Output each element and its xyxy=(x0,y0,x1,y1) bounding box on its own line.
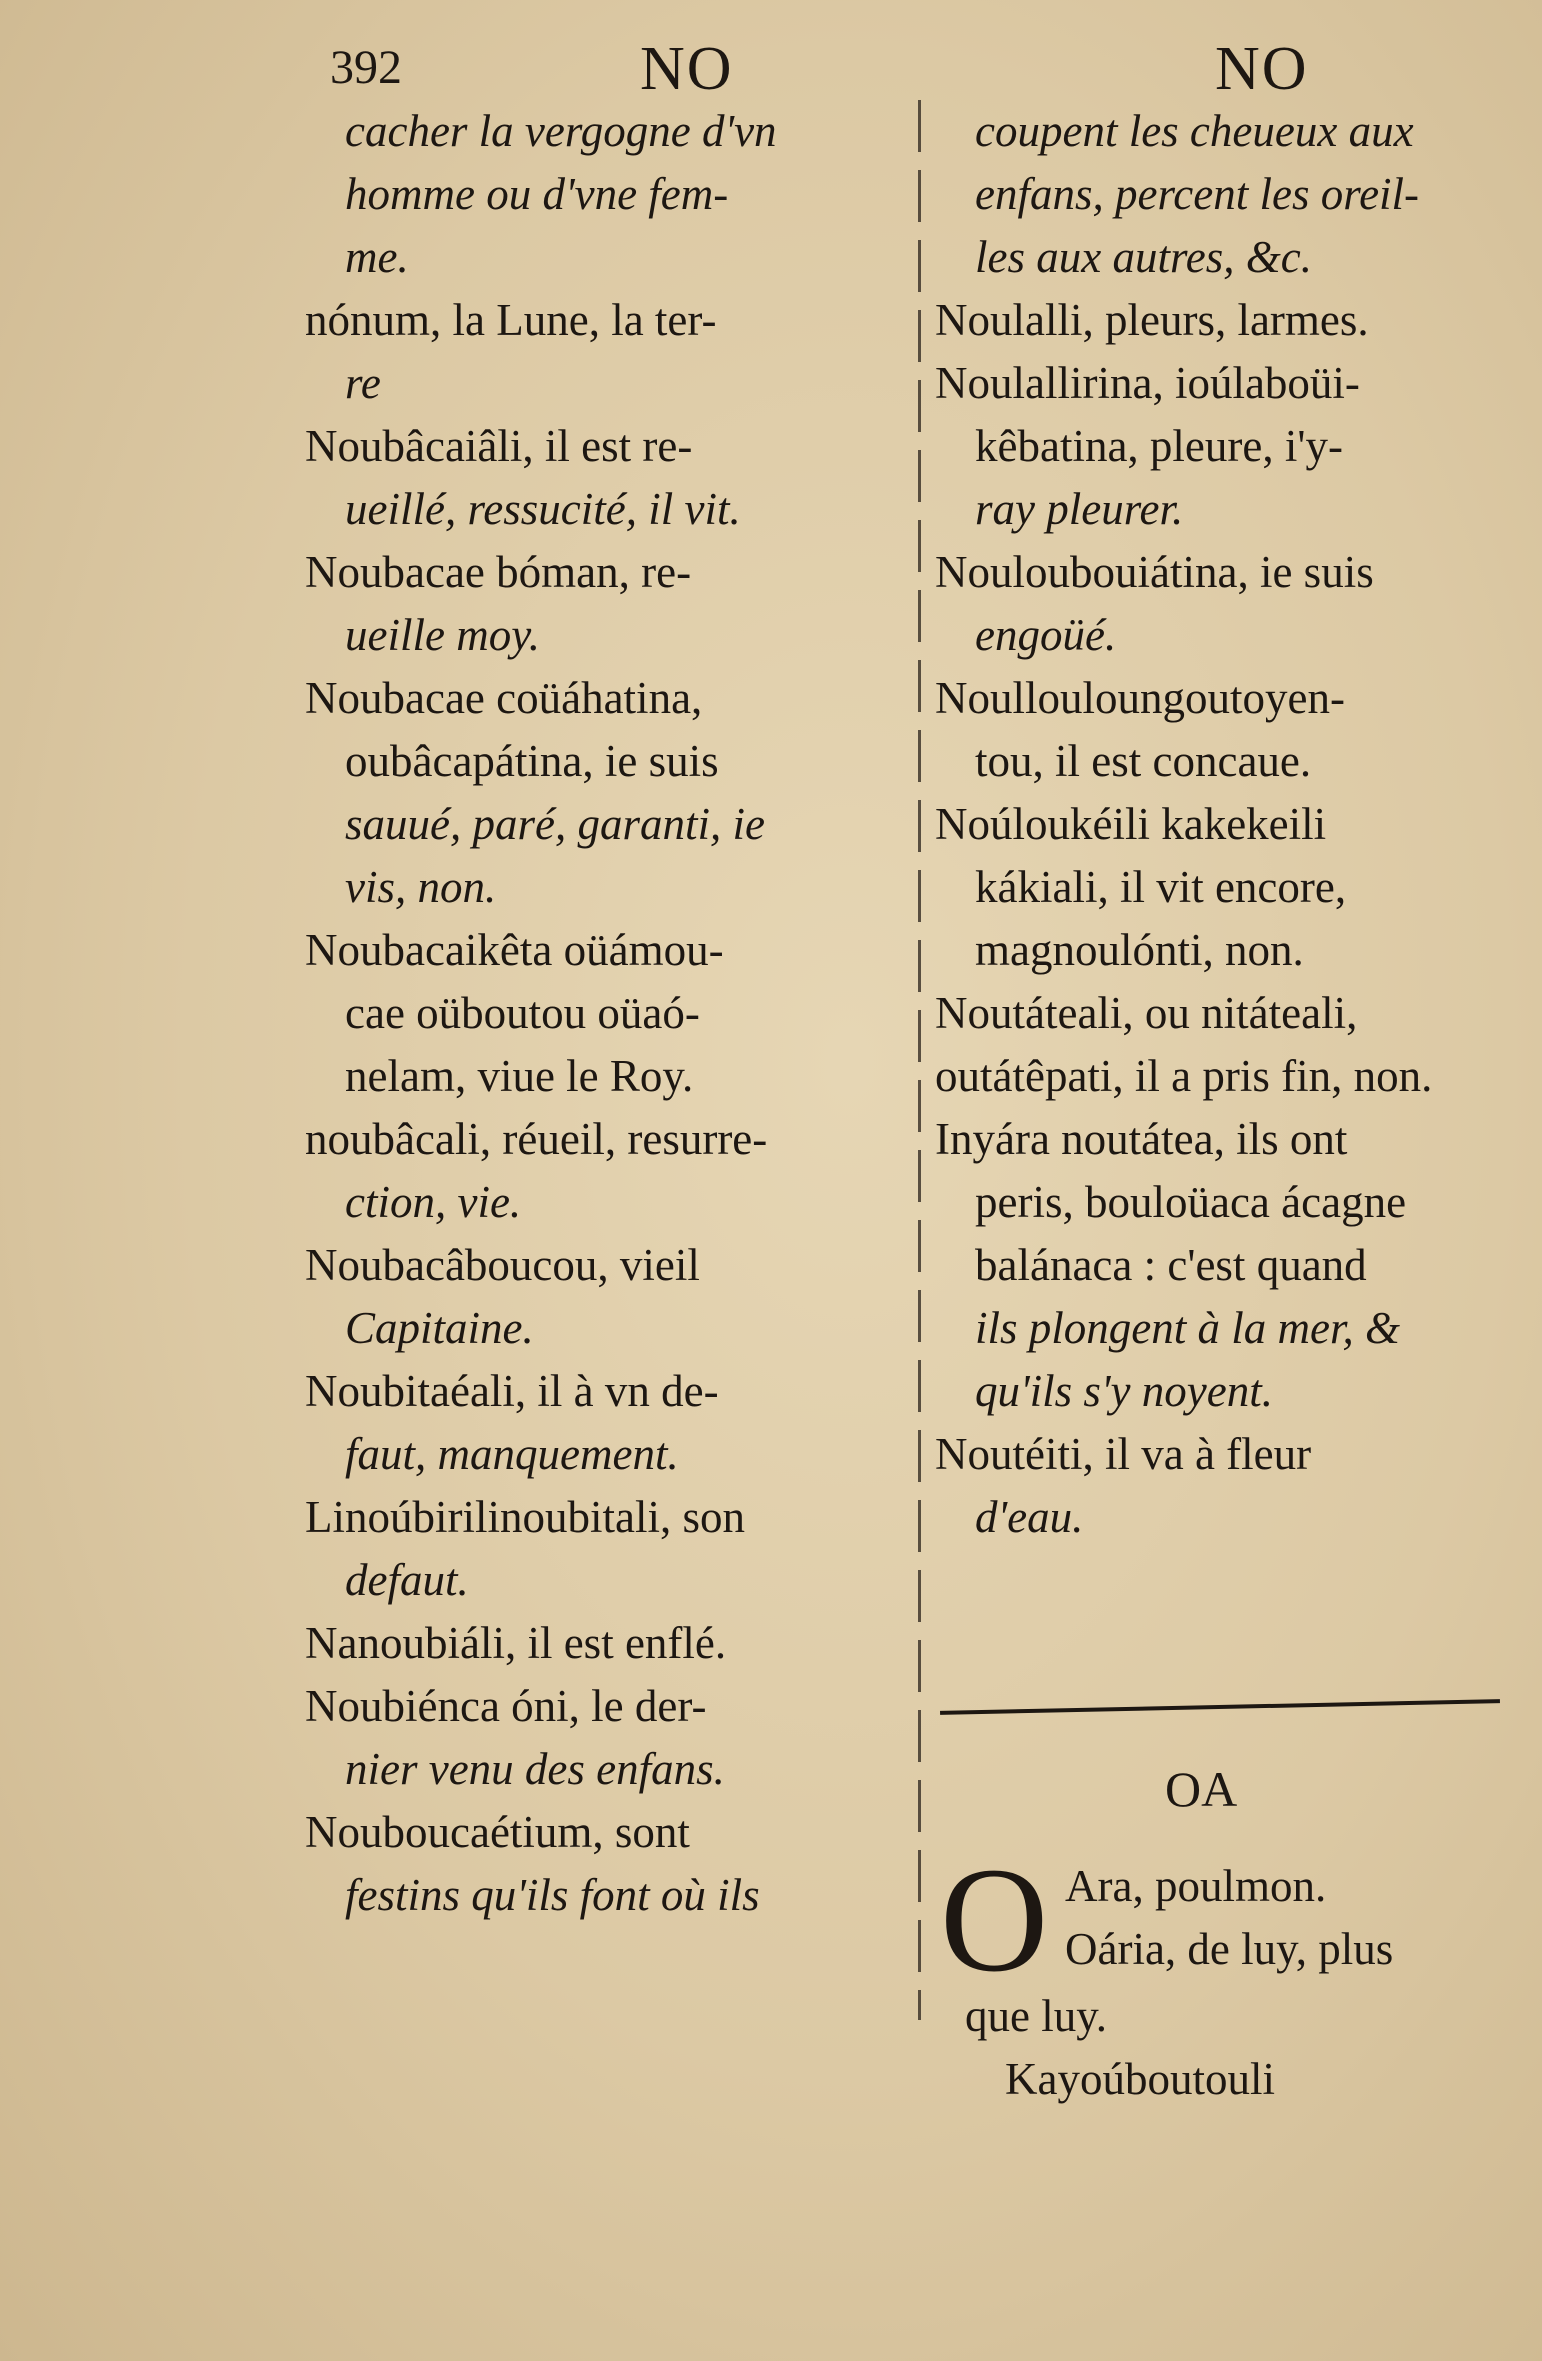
section-tail-line: Kayoúboutouli xyxy=(1005,2054,1275,2104)
left-column-line: nelam, viue le Roy. xyxy=(345,1051,694,1101)
left-column-line: Noubâcaiâli, il est re- xyxy=(305,421,693,471)
drop-cap: O xyxy=(940,1837,1049,2003)
left-column-line: ueille moy. xyxy=(345,610,540,660)
running-head-right: NO xyxy=(1215,35,1309,103)
section-entries xyxy=(1065,1855,1393,1981)
right-column-line: Noulalli, pleurs, larmes. xyxy=(935,295,1369,345)
left-column-line: noubâcali, réueil, resurre- xyxy=(305,1114,768,1164)
right-column-line: kákiali, il vit encore, xyxy=(975,862,1347,912)
right-column-line: les aux autres, &c. xyxy=(975,232,1313,282)
left-column-line: nónum, la Lune, la ter- xyxy=(305,295,717,345)
left-column xyxy=(305,100,910,1927)
left-column-line: cae oüboutou oüaó- xyxy=(345,988,700,1038)
right-column-line: Noúloukéili kakekeili xyxy=(935,799,1327,849)
left-column-line: faut, manquement. xyxy=(345,1429,679,1479)
section-tail-line: que luy. xyxy=(965,1991,1108,2041)
right-column-line: peris, bouloüaca ácagne xyxy=(975,1177,1407,1227)
left-column-line: vis, non. xyxy=(345,862,497,912)
running-head-left: NO xyxy=(640,35,734,103)
right-column-line: engoüé. xyxy=(975,610,1117,660)
right-column-line: kêbatina, pleure, i'y- xyxy=(975,421,1343,471)
left-column-line: Noubiénca óni, le der- xyxy=(305,1681,707,1731)
left-column-line: oubâcapátina, ie suis xyxy=(345,736,719,786)
left-column-line: Nanoubiáli, il est enflé. xyxy=(305,1618,727,1668)
right-column-line: Noulallirina, ioúlaboüi- xyxy=(935,358,1360,408)
left-column-line: Noubacae coüáhatina, xyxy=(305,673,703,723)
left-column-line: Noubacâboucou, vieil xyxy=(305,1240,700,1290)
right-column-line: qu'ils s'y noyent. xyxy=(975,1366,1273,1416)
left-column-line: Noubacaikêta oüámou- xyxy=(305,925,724,975)
section-entry-line: Oária, de luy, plus xyxy=(1065,1924,1394,1974)
right-column-line: Noutáteali, ou nitáteali, xyxy=(935,988,1358,1038)
right-column-line: balánaca : c'est quand xyxy=(975,1240,1367,1290)
left-column-line: cacher la vergogne d'vn xyxy=(345,106,777,156)
left-column-line: nier venu des enfans. xyxy=(345,1744,725,1794)
right-column-line: magnoulónti, non. xyxy=(975,925,1304,975)
left-column-line: sauué, paré, garanti, ie xyxy=(345,799,765,849)
left-column-line: Capitaine. xyxy=(345,1303,534,1353)
section-entry-line: Ara, poulmon. xyxy=(1065,1861,1327,1911)
left-column-line: homme ou d'vne fem- xyxy=(345,169,729,219)
left-column-line: Linoúbirilinoubitali, son xyxy=(305,1492,745,1542)
left-column-line: re xyxy=(345,358,381,408)
left-column-line: Noubacae bóman, re- xyxy=(305,547,692,597)
column-divider xyxy=(918,100,921,2020)
right-column-line: Nouloubouiátina, ie suis xyxy=(935,547,1374,597)
right-column-line: tou, il est concaue. xyxy=(975,736,1312,786)
left-column-line: festins qu'ils font où ils xyxy=(345,1870,760,1920)
right-column-line: d'eau. xyxy=(975,1492,1084,1542)
right-column-line: outátêpati, il a pris fin, non. xyxy=(935,1051,1433,1101)
section-heading: OA xyxy=(1165,1761,1238,1817)
right-column-line: enfans, percent les oreil- xyxy=(975,169,1420,219)
left-column-line: ction, vie. xyxy=(345,1177,522,1227)
right-column-line: Noullouloungoutoyen- xyxy=(935,673,1345,723)
right-column-line: Noutéiti, il va à fleur xyxy=(935,1429,1312,1479)
right-column-line: coupent les cheueux aux xyxy=(975,106,1414,156)
right-column-line: ils plongent à la mer, & xyxy=(975,1303,1400,1353)
page-header xyxy=(0,32,1542,102)
right-column xyxy=(935,100,1515,1549)
page-number: 392 xyxy=(330,41,402,94)
right-column-line: Inyára noutátea, ils ont xyxy=(935,1114,1348,1164)
left-column-line: defaut. xyxy=(345,1555,469,1605)
section-continuation xyxy=(965,1985,1275,2111)
left-column-line: me. xyxy=(345,232,409,282)
left-column-line: Nouboucaétium, sont xyxy=(305,1807,690,1857)
right-column-line: ray pleurer. xyxy=(975,484,1184,534)
left-column-line: Noubitaéali, il à vn de- xyxy=(305,1366,719,1416)
left-column-line: ueillé, ressucité, il vit. xyxy=(345,484,741,534)
section-rule xyxy=(940,1699,1500,1715)
